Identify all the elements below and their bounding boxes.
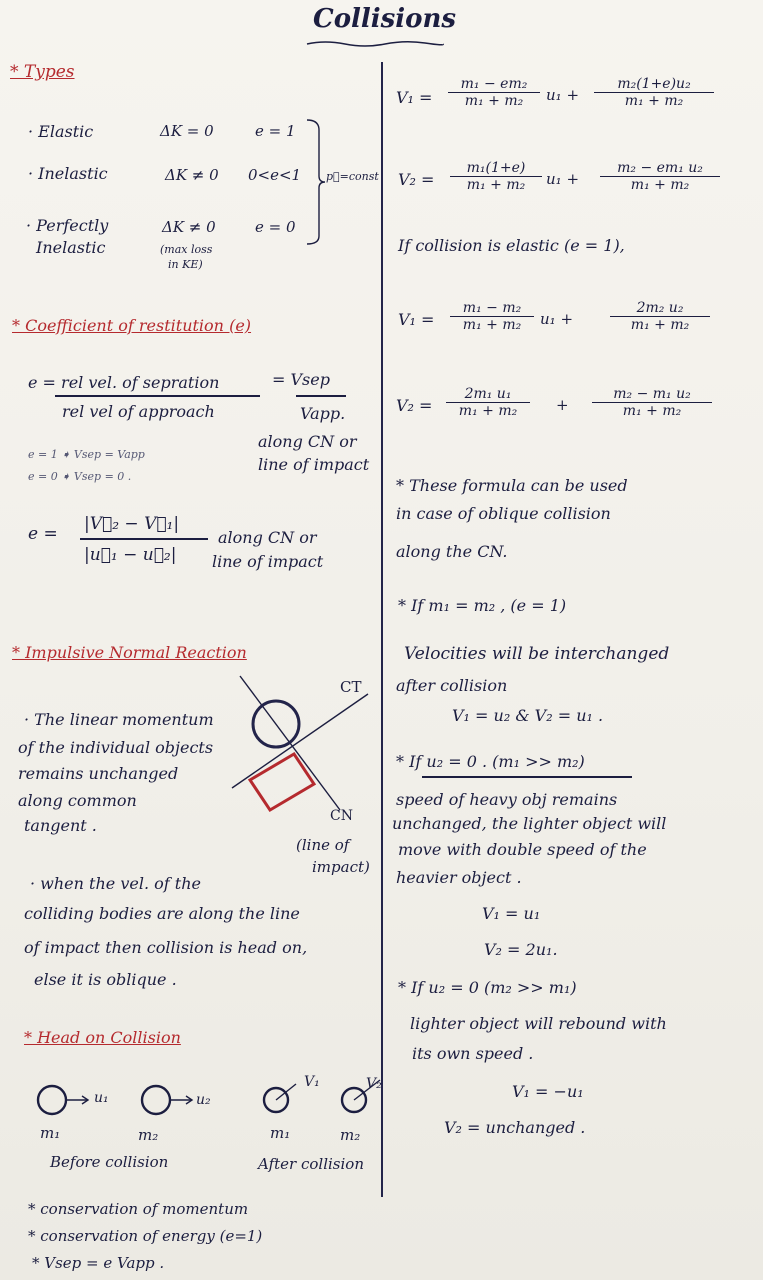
types-bracket — [305, 118, 327, 248]
v1-frac2-num: m₂(1+e)u₂ — [594, 76, 714, 93]
type-perfect-note2: in KE) — [168, 258, 203, 271]
headon-v2: V₂ — [366, 1076, 382, 1092]
e-abs-bar — [80, 538, 208, 540]
headon-note1: * conservation of momentum — [28, 1200, 249, 1218]
impulse-p2-l4: else it is oblique . — [34, 970, 177, 989]
oblique-l3: along the CN. — [396, 542, 508, 561]
v2-frac2-den: m₁ + m₂ — [630, 177, 690, 193]
e-abs-num: |V⃗₂ − V⃗₁| — [84, 514, 180, 534]
impulse-p1-l4: along common — [18, 791, 137, 810]
ev2-frac2-num: m₂ − m₁ u₂ — [592, 386, 712, 403]
type-elastic-e: e = 1 — [255, 122, 296, 140]
type-perfect-name1: · Perfectly — [26, 216, 109, 235]
type-inelastic-dk: ΔK ≠ 0 — [165, 166, 219, 184]
headon-u2: u₂ — [196, 1092, 211, 1108]
ev2-frac2-den: m₁ + m₂ — [622, 403, 682, 419]
light-text-l1: lighter object will rebound with — [410, 1014, 667, 1033]
v1-mid: u₁ + — [546, 86, 580, 104]
ev2-frac1-den: m₁ + m₂ — [458, 403, 518, 419]
ct-label: CT — [340, 678, 362, 696]
impulse-p2-l2: colliding bodies are along the line — [24, 904, 300, 923]
ev1-frac1-num: m₁ − m₂ — [450, 300, 534, 317]
light-text-l2: its own speed . — [412, 1044, 534, 1063]
v1-frac1 — [448, 76, 540, 109]
headon-u1: u₁ — [94, 1090, 109, 1106]
equal-text-l2: after collision — [396, 676, 508, 695]
equal-result: V₁ = u₂ & V₂ = u₁ . — [452, 706, 604, 725]
v2-lhs: V₂ = — [398, 170, 435, 189]
e-abs-along2: line of impact — [212, 552, 324, 571]
types-heading: * Types — [10, 62, 75, 82]
ev1-frac1 — [450, 300, 534, 333]
v1-frac1-num: m₁ − em₂ — [448, 76, 540, 93]
heavy-text-l2: unchanged, the lighter object will — [392, 814, 667, 833]
v2-mid: u₁ + — [546, 170, 580, 188]
type-perfect-note1: (max loss — [160, 243, 213, 256]
before-collision-label: Before collision — [50, 1153, 169, 1171]
headon-heading: * Head on Collision — [24, 1028, 181, 1047]
e-abs-along1: along CN or — [218, 528, 317, 547]
coeff-line2-left: rel vel of approach — [62, 402, 215, 421]
v2-frac2-num: m₂ − em₁ u₂ — [600, 160, 720, 177]
line-of-impact1: (line of — [296, 836, 350, 854]
v1-frac2 — [594, 76, 714, 109]
headon-v1: V₁ — [304, 1074, 320, 1090]
line-of-impact2: impact) — [312, 858, 370, 876]
ev1-frac1-den: m₁ + m₂ — [462, 317, 522, 333]
v1-frac2-den: m₁ + m₂ — [624, 93, 684, 109]
heavy-result1: V₁ = u₁ — [482, 904, 541, 923]
headon-m2: m₂ — [138, 1126, 159, 1144]
impulse-p1-l3: remains unchanged — [18, 764, 179, 783]
heavy-text-l4: heavier object . — [396, 868, 522, 887]
coefficient-heading: * Coefficient of restitution (e) — [12, 316, 252, 335]
headon-m1-after: m₁ — [270, 1124, 291, 1142]
impulse-p1-l2: of the individual objects — [18, 738, 214, 757]
v2-frac1-den: m₁ + m₂ — [466, 177, 526, 193]
ev1-lhs: V₁ = — [398, 310, 435, 329]
headon-note3: * Vsep = e Vapp . — [32, 1254, 165, 1272]
ev2-mid: + — [556, 396, 569, 414]
column-divider — [381, 62, 383, 1197]
equal-text-l1: Velocities will be interchanged — [404, 644, 670, 664]
ev2-frac1 — [446, 386, 530, 419]
heavy-text-l1: speed of heavy obj remains — [396, 790, 618, 809]
ev2-lhs: V₂ = — [396, 396, 433, 415]
ev1-frac2-den: m₁ + m₂ — [630, 317, 690, 333]
type-perfect-e: e = 0 — [255, 218, 296, 236]
headon-m1: m₁ — [40, 1124, 61, 1142]
case-heavy-underline — [422, 776, 632, 778]
heavy-result2: V₂ = 2u₁. — [484, 940, 558, 959]
coeff-line1-left: e = rel vel. of sepration — [28, 373, 220, 392]
coeff-line2-right: Vapp. — [300, 404, 346, 423]
type-perfect-name2: Inelastic — [36, 238, 106, 257]
ev1-mid: u₁ + — [540, 310, 574, 328]
ev1-frac2 — [610, 300, 710, 333]
type-elastic-name: · Elastic — [28, 122, 94, 141]
bracket-label: p⃗=const — [326, 170, 379, 183]
coeff-along2: line of impact — [258, 455, 370, 474]
headon-note2: * conservation of energy (e=1) — [28, 1227, 263, 1245]
ev2-frac1-num: 2m₁ u₁ — [446, 386, 530, 403]
impulse-diagram — [220, 670, 380, 820]
oblique-l1: * These formula can be used — [396, 476, 628, 495]
v2-frac1 — [450, 160, 542, 193]
coeff-along1: along CN or — [258, 432, 357, 451]
impulsive-heading: * Impulsive Normal Reaction — [12, 643, 247, 662]
v1-frac1-den: m₁ + m₂ — [464, 93, 524, 109]
v2-frac1-num: m₁(1+e) — [450, 160, 542, 177]
impulse-p1-l5: tangent . — [24, 816, 97, 835]
impulse-p2-l3: of impact then collision is head on, — [24, 938, 308, 957]
ev1-frac2-num: 2m₂ u₂ — [610, 300, 710, 317]
case-light: * If u₂ = 0 (m₂ >> m₁) — [398, 978, 577, 997]
light-result1: V₁ = −u₁ — [512, 1082, 584, 1101]
page-title: Collisions — [313, 4, 457, 34]
e-abs-den: |u⃗₁ − u⃗₂| — [84, 545, 177, 565]
type-inelastic-e: 0<e<1 — [248, 166, 302, 184]
coeff-line1-right: = Vsep — [272, 370, 330, 389]
impulse-p1-l1: · The linear momentum — [24, 710, 214, 729]
v1-lhs: V₁ = — [396, 88, 433, 107]
v2-frac2 — [600, 160, 720, 193]
after-collision-label: After collision — [258, 1155, 364, 1173]
title-underline — [305, 38, 445, 48]
case-equal: * If m₁ = m₂ , (e = 1) — [398, 596, 567, 615]
impulse-p2-l1: · when the vel. of the — [30, 874, 201, 893]
coeff-fraction-bar-right — [296, 395, 346, 397]
light-result2: V₂ = unchanged . — [444, 1118, 586, 1137]
heavy-text-l3: move with double speed of the — [398, 840, 647, 859]
type-elastic-dk: ΔK = 0 — [160, 122, 214, 140]
headon-m2-after: m₂ — [340, 1126, 361, 1144]
oblique-l2: in case of oblique collision — [396, 504, 611, 523]
case-heavy: * If u₂ = 0 . (m₁ >> m₂) — [396, 752, 585, 771]
coeff-case1: e = 1 ➧ Vsep = Vapp — [28, 448, 145, 461]
coeff-fraction-bar — [55, 395, 260, 397]
ev2-frac2 — [592, 386, 712, 419]
elastic-note: If collision is elastic (e = 1), — [398, 236, 625, 255]
cn-label: CN — [330, 808, 353, 824]
type-inelastic-name: · Inelastic — [28, 164, 108, 183]
coeff-case2: e = 0 ➧ Vsep = 0 . — [28, 470, 132, 483]
type-perfect-dk: ΔK ≠ 0 — [162, 218, 216, 236]
e-abs-lhs: e = — [28, 524, 58, 544]
